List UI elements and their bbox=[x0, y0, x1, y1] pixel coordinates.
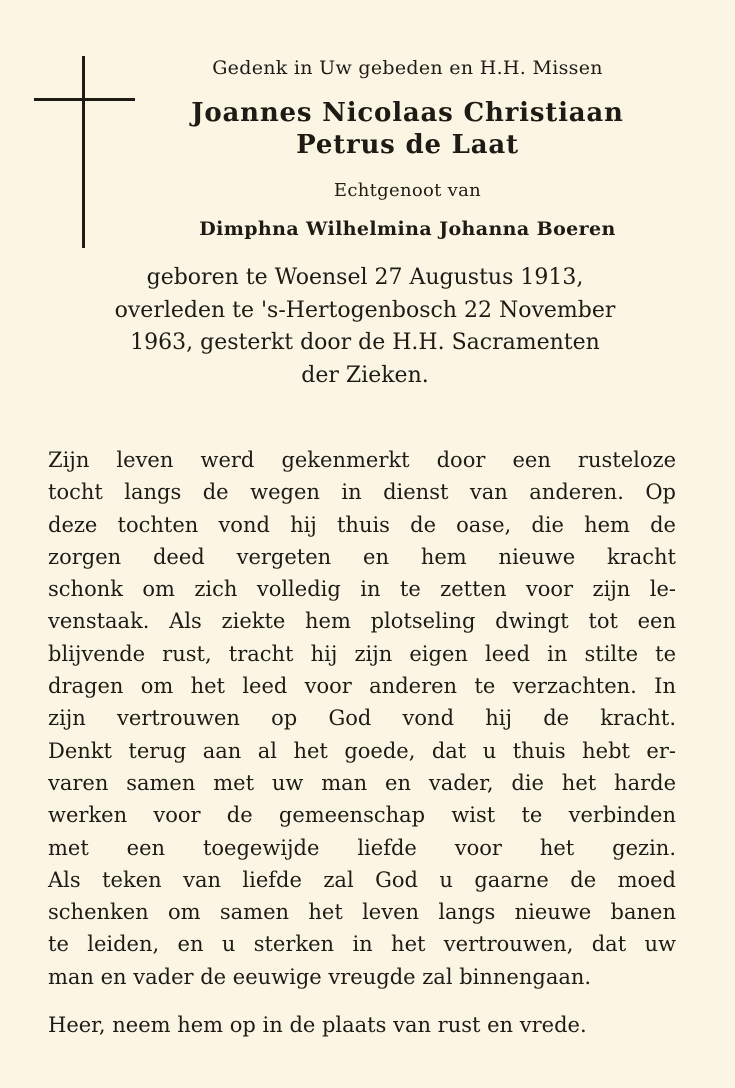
tribute-line: Zijn leven werd gekenmerkt door een rusteloze bbox=[48, 448, 676, 472]
tribute-line: schonk om zich volledig in te zetten voor zijn le- bbox=[48, 577, 676, 602]
tribute-line: zorgen deed vergeten en hem nieuwe kracht bbox=[48, 544, 676, 569]
tribute-line: varen samen met uw man en vader, die het harde bbox=[48, 770, 676, 795]
spouse-name: Dimphna Wilhelmina Johanna Boeren bbox=[199, 218, 616, 240]
tribute-line: blijvende rust, tracht hij zijn eigen leed in stilte te bbox=[48, 641, 676, 666]
bio-line: geboren te Woensel 27 Augustus 1913, bbox=[146, 265, 584, 290]
tribute-line: tocht langs de wegen in dienst van anderen. Op bbox=[48, 480, 676, 505]
tribute-line: met een toegewijde liefde voor het gezin. bbox=[48, 835, 676, 860]
deceased-name-line-1: Joannes Nicolaas Christiaan bbox=[191, 98, 624, 128]
spouse-label: Echtgenoot van bbox=[333, 180, 482, 201]
biography-block bbox=[60, 262, 670, 392]
deceased-name-line-2: Petrus de Laat bbox=[296, 130, 519, 160]
bio-line: 1963, gesterkt door de H.H. Sacramenten bbox=[130, 330, 600, 355]
prayer-header: Gedenk in Uw gebeden en H.H. Missen bbox=[212, 57, 603, 79]
tribute-line: venstaak. Als ziekte hem plotseling dwingt tot een bbox=[48, 609, 676, 634]
tribute-line: te leiden, en u sterken in het vertrouwen, dat uw bbox=[48, 932, 676, 957]
tribute-line: Denkt terug aan al het goede, dat u thuis hebt er- bbox=[48, 738, 676, 763]
tribute-line: zijn vertrouwen op God vond hij de kracht. bbox=[48, 706, 676, 731]
bio-line: der Zieken. bbox=[301, 362, 429, 388]
tribute-line: deze tochten vond hij thuis de oase, die hem de bbox=[48, 512, 676, 537]
tribute-line: Als teken van liefde zal God u gaarne de moed bbox=[48, 867, 676, 892]
bio-line: overleden te 's-Hertogenbosch 22 November bbox=[114, 297, 616, 323]
tribute-line: dragen om het leed voor anderen te verzachten. In bbox=[48, 674, 676, 699]
tribute-line: man en vader de eeuwige vreugde zal binnengaan. bbox=[48, 964, 592, 989]
cross-horizontal-bar bbox=[34, 98, 135, 101]
tribute-line: schenken om samen het leven langs nieuwe banen bbox=[48, 900, 676, 925]
cross-vertical-bar bbox=[82, 56, 85, 248]
tribute-line: werken voor de gemeenschap wist te verbinden bbox=[48, 803, 676, 828]
tribute-text bbox=[48, 444, 676, 993]
closing-prayer: Heer, neem hem op in de plaats van rust en vrede. bbox=[48, 1013, 587, 1037]
